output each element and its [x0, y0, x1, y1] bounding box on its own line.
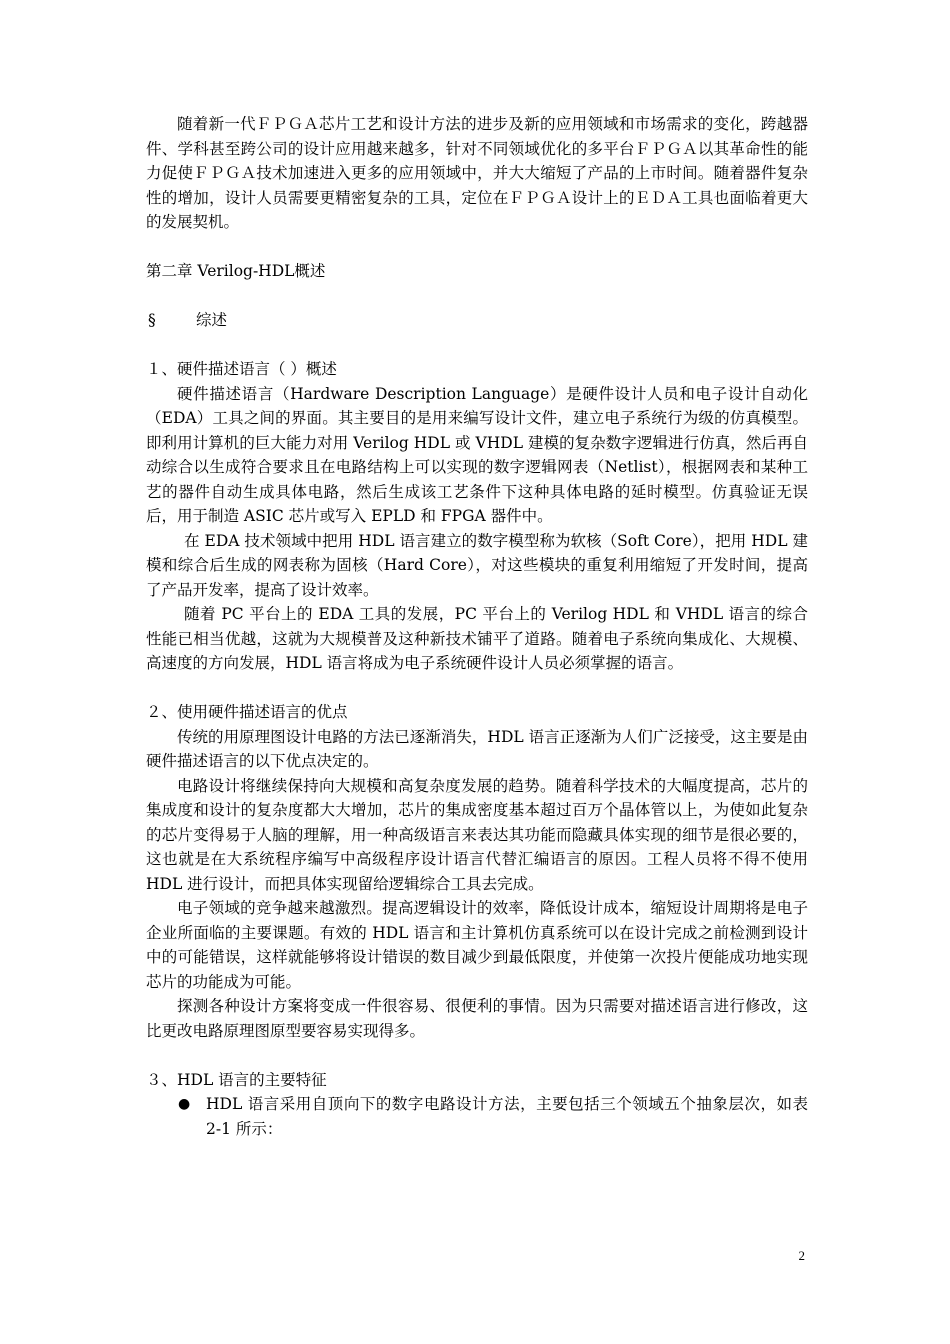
page-number: 2: [798, 1248, 805, 1263]
subsection-2-paragraph-1: 传统的用原理图设计电路的方法已逐渐消失，HDL 语言正逐渐为人们广泛接受，这主要是由硬件描述语言的以下优点决定的。: [146, 727, 808, 770]
bullet-dot-icon: ●: [178, 1096, 191, 1112]
spacer: [146, 235, 808, 260]
section-symbol: §: [148, 311, 156, 329]
spacer: [146, 333, 808, 358]
intro-paragraph: 随着新一代ＦＰＧＡ芯片工艺和设计方法的进步及新的应用领域和市场需求的变化，跨越器件、学科甚至跨公司的设计应用越来越多，针对不同领域优化的多平台ＦＰＧＡ以其革命性的能力促使ＦＰＧＡ技术加速进入更多的应用领域中，并大大缩短了产品的上市时间。随着器件复杂性的增加，设计人员需要更精密复杂的工具，定位在ＦＰＧＡ设计上的ＥＤＡ工具也面临着更大的发展契机。: [146, 115, 808, 231]
chapter-title: 第二章 Verilog-HDL概述: [146, 262, 326, 280]
subsection-2-heading: ２、使用硬件描述语言的优点: [146, 703, 348, 721]
subsection-2-paragraph-4: 探测各种设计方案将变成一件很容易、很便利的事情。因为只需要对描述语言进行修改，这比更改电路原理图原型要容易实现得多。: [146, 997, 808, 1040]
subsection-2-paragraph-2: 电路设计将继续保持向大规模和高复杂度发展的趋势。随着科学技术的大幅度提高，芯片的集成度和设计的复杂度都大大增加，芯片的集成密度基本超过百万个晶体管以上，为使如此复杂的芯片变得易于人脑的理解，用一种高级语言来表达其功能而隐藏具体实现的细节是很必要的，这也就是在大系统程序编写中高级程序设计语言代替汇编语言的原因。工程人员将不得不使用 HDL 进行设计，而把具体实现留给逻辑综合工具去完成。: [146, 776, 808, 893]
subsection-2-paragraph-3: 电子领域的竞争越来越激烈。提高逻辑设计的效率，降低设计成本，缩短设计周期将是电子企业所面临的主要课题。有效的 HDL 语言和主计算机仿真系统可以在设计完成之前检测到设计中的可能错误，这样就能够将设计错误的数目减少到最低限度，并使第一次投片便能成功地实现芯片的功能成为可能。: [146, 899, 808, 991]
bullet-text: HDL 语言采用自顶向下的数字电路设计方法，主要包括三个领域五个抽象层次，如表 2-1 所示：: [206, 1095, 808, 1138]
subsection-3-heading: ３、HDL 语言的主要特征: [146, 1070, 327, 1089]
subsection-1-paragraph-3: 随着 PC 平台上的 EDA 工具的发展，PC 平台上的 Verilog HDL 和 VHDL 语言的综合性能已相当优越，这就为大规模普及这种新技术铺平了道路。随着电子系统向集成化、大规模、高速度的方向发展，HDL 语言将成为电子系统硬件设计人员必须掌握的语言。: [146, 605, 808, 672]
subsection-1-heading: １、硬件描述语言（ ）概述: [146, 360, 337, 378]
spacer: [146, 676, 808, 701]
spacer: [146, 284, 808, 309]
subsection-1-paragraph-1: 硬件描述语言（Hardware Description Language）是硬件设计人员和电子设计自动化（EDA）工具之间的界面。其主要目的是用来编写设计文件，建立电子系统行为级的仿真模型。即利用计算机的巨大能力对用 Verilog HDL 或 VHDL 建模的复杂数字逻辑进行仿真，然后再自动综合以生成符合要求且在电路结构上可以实现的数字逻辑网表（Netlist），根据网表和某种工艺的器件自动生成具体电路，然后生成该工艺条件下这种具体电路的延时模型。仿真验证无误后，用于制造 ASIC 芯片或写入 EPLD 和 FPGA 器件中。: [146, 384, 808, 525]
section-heading: [146, 308, 808, 333]
bullet-item: [178, 1092, 808, 1141]
section-title: 综述: [196, 311, 228, 329]
document-body: [146, 112, 808, 1141]
spacer: [146, 1043, 808, 1068]
subsection-1-paragraph-2: 在 EDA 技术领域中把用 HDL 语言建立的数字模型称为软核（Soft Core），把用 HDL 建模和综合后生成的网表称为固核（Hard Core），对这些模块的重复利用缩短了开发时间，提高了产品开发率，提高了设计效率。: [146, 531, 808, 599]
